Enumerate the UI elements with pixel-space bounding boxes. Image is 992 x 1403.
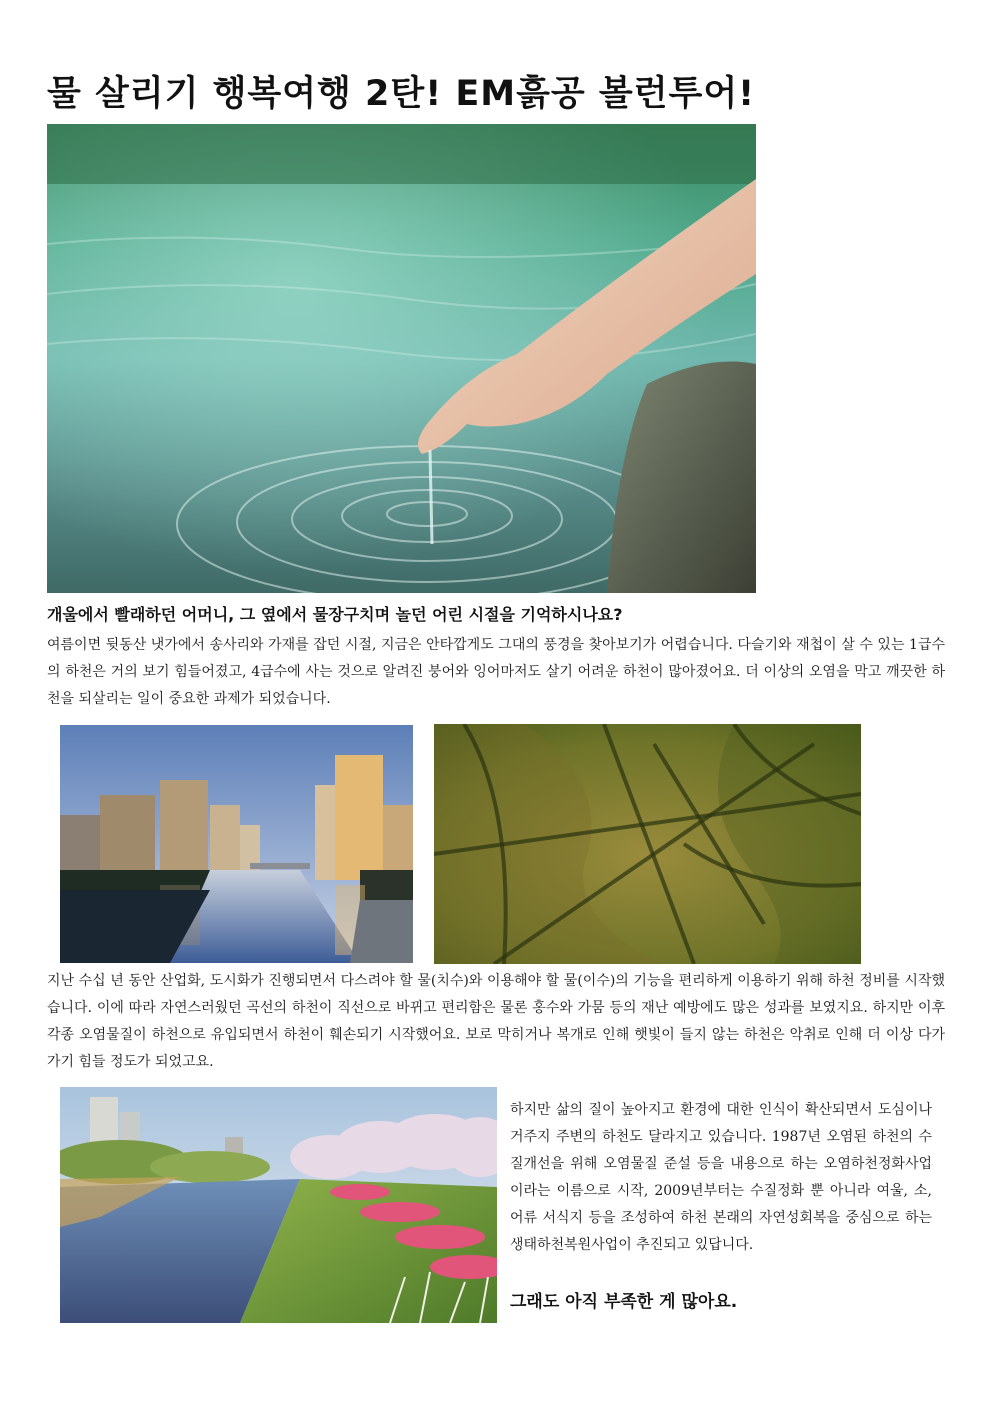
urban-river-photo <box>60 725 413 963</box>
closing-text: 그래도 아직 부족한 게 많아요. <box>510 1292 738 1312</box>
page-title: 물 살리기 행복여행 2탄! EM흙공 볼런투어! <box>47 74 756 114</box>
restored-eco-river-photo <box>60 1087 497 1323</box>
underwater-riverbed-photo <box>434 724 861 964</box>
restoration-paragraph: 하지만 삶의 질이 높아지고 환경에 대한 인식이 확산되면서 도심이나 거주지 주변의 하천도 달라지고 있습니다. 1987년 오염된 하천의 수질개선을 위해 오염물질 준설 등을 내용으로 하는 오염하천정화사업이라는 이름으로 시작, 2009년부터는 수질정화 뿐 아니라 여울, 소, 어류 서식지 등을 조성하여 하천 본래의 자연성회복을 중심으로 하는 생태하천복원사업이 추진되고 있답니다. <box>510 1102 932 1253</box>
hand-touching-water-photo <box>47 124 756 593</box>
intro-paragraph: 여름이면 뒷동산 냇가에서 송사리와 가재를 잡던 시절, 지금은 안타깝게도 그대의 풍경을 찾아보기가 어렵습니다. 다슬기와 재첩이 살 수 있는 1급수의 하천은 거의 보기 힘들어졌고, 4급수에 사는 것으로 알려진 붕어와 잉어마저도 살기 어려운 하천이 많아졌어요. 더 이상의 오염을 막고 깨끗한 하천을 되살리는 일이 중요한 과제가 되었습니다. <box>47 637 945 707</box>
history-paragraph: 지난 수십 년 동안 산업화, 도시화가 진행되면서 다스려야 할 물(치수)와 이용해야 할 물(이수)의 기능을 편리하게 이용하기 위해 하천 정비를 시작했습니다. 이에 따라 자연스러웠던 곡선의 하천이 직선으로 바뀌고 편리함은 물론 홍수와 가뭄 등의 재난 예방에도 많은 성과를 보였지요. 하지만 이후 각종 오염물질이 하천으로 유입되면서 하천이 훼손되기 시작했어요. 보로 막히거나 복개로 인해 햇빛이 들지 않는 하천은 악취로 인해 더 이상 다가가기 힘들 정도가 되었고요. <box>47 973 945 1070</box>
subheading: 개울에서 빨래하던 어머니, 그 옆에서 물장구치며 놀던 어린 시절을 기억하시나요? <box>47 605 623 624</box>
